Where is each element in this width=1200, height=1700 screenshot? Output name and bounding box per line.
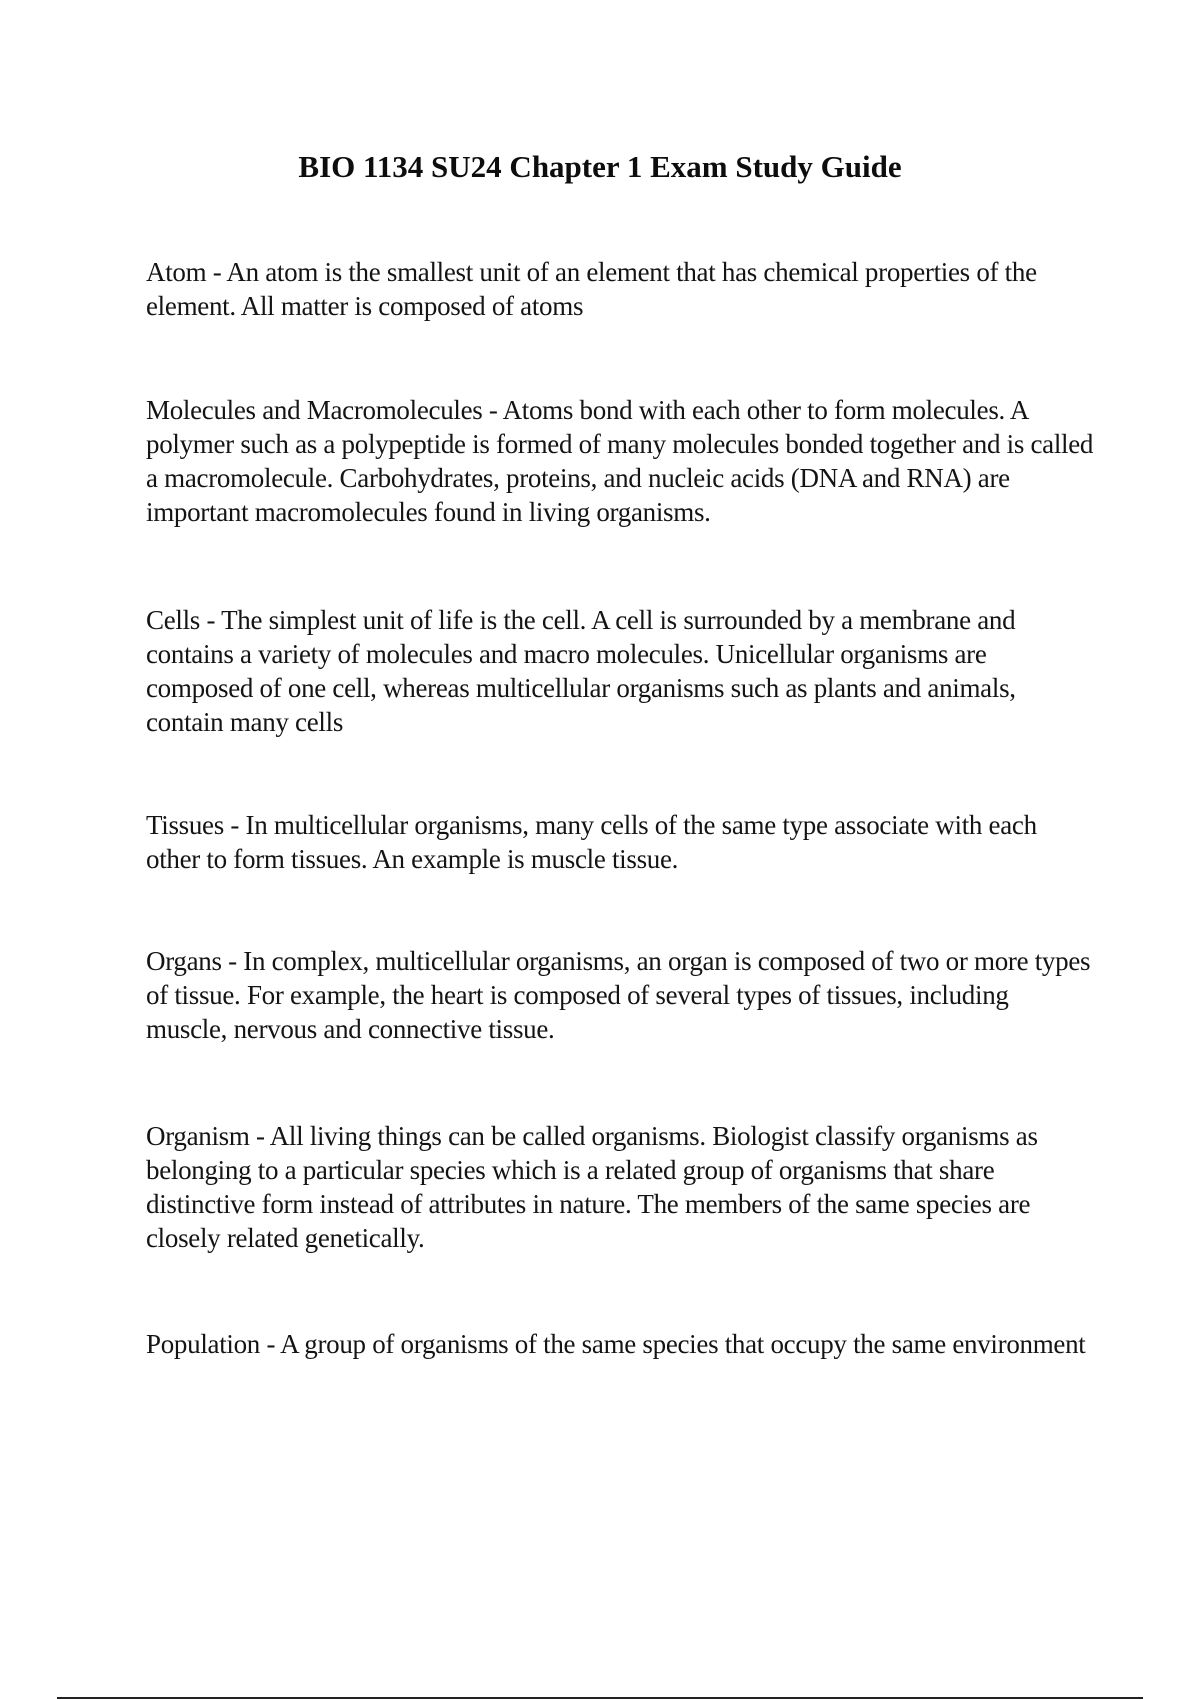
entry-molecules-and-macromolecules: Molecules and Macromolecules - Atoms bond with each other to form molecules. A polymer such as a polypeptide is formed of many molecules bonded together and is called a macromolecule. Carbohydrates, proteins, and nucleic acids (DNA and RNA) are important macromolecules found in living organisms.: [146, 395, 1094, 527]
entry-population: Population - A group of organisms of the same species that occupy the same environment: [146, 1329, 1086, 1359]
entry-cells: Cells - The simplest unit of life is the cell. A cell is surrounded by a membrane and contains a variety of molecules and macro molecules. Unicellular organisms are composed of one cell, whereas multicellular organisms such as plants and animals, contain many cells: [146, 605, 1016, 737]
page-bottom-divider: [57, 1697, 1143, 1699]
entry-tissues: Tissues - In multicellular organisms, many cells of the same type associate with each other to form tissues. An example is muscle tissue.: [146, 810, 1037, 874]
entry-atom: Atom - An atom is the smallest unit of an element that has chemical properties of the element. All matter is composed of atoms: [146, 257, 1037, 321]
document-title: BIO 1134 SU24 Chapter 1 Exam Study Guide: [298, 149, 902, 184]
entry-organs: Organs - In complex, multicellular organisms, an organ is composed of two or more types of tissue. For example, the heart is composed of several types of tissues, including muscle, nervous and connective tissue.: [146, 946, 1091, 1044]
entry-organism: Organism - All living things can be called organisms. Biologist classify organisms as belonging to a particular species which is a related group of organisms that share distinctive form instead of attributes in nature. The members of the same species are closely related genetically.: [146, 1121, 1038, 1253]
